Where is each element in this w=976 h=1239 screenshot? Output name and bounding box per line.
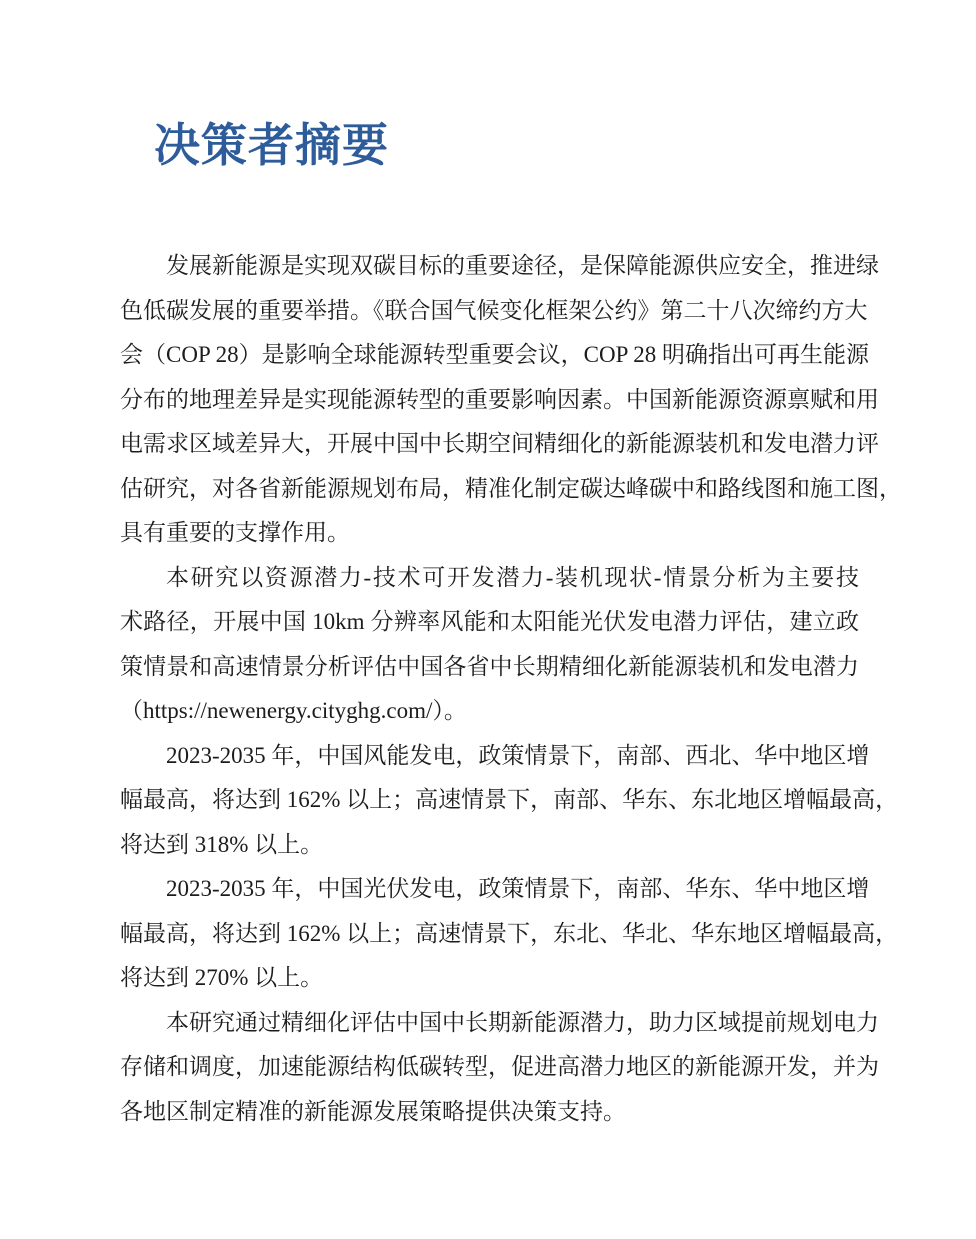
page-title: 决策者摘要	[154, 120, 389, 171]
text-line: 术路径，开展中国 10km 分辨率风能和太阳能光伏发电潜力评估，建立政	[120, 609, 859, 634]
text-line: 估研究，对各省新能源规划布局，精准化制定碳达峰碳中和路线图和施工图，	[120, 475, 902, 501]
text-line: 将达到 270% 以上。	[120, 965, 324, 990]
text-line: （https://newenergy.cityghg.com/）。	[120, 698, 467, 723]
text-line: 策情景和高速情景分析评估中国各省中长期精细化新能源装机和发电潜力	[120, 653, 859, 679]
text-line: 幅最高，将达到 162% 以上；高速情景下，东北、华北、华东地区增幅最高，	[120, 920, 899, 946]
text-line: 2023-2035 年，中国光伏发电，政策情景下，南部、华东、华中地区增	[166, 876, 870, 901]
text-line: 本研究以资源潜力-技术可开发潜力-装机现状-情景分析为主要技	[166, 564, 859, 590]
paragraph	[120, 867, 899, 1001]
text-line: 存储和调度，加速能源结构低碳转型，促进高潜力地区的新能源开发，并为	[120, 1054, 879, 1079]
text-line: 各地区制定精准的新能源发展策略提供决策支持。	[120, 1098, 626, 1124]
paragraph	[120, 734, 899, 868]
text-line: 幅最高，将达到 162% 以上；高速情景下，南部、华东、东北地区增幅最高，	[120, 787, 899, 812]
text-line: 2023-2035 年，中国风能发电，政策情景下，南部、西北、华中地区增	[166, 742, 870, 768]
paragraph	[120, 556, 859, 734]
paragraph	[120, 244, 902, 556]
text-line: 色低碳发展的重要举措。《联合国气候变化框架公约》第二十八次缔约方大	[120, 297, 868, 323]
text-line: 将达到 318% 以上。	[120, 831, 324, 857]
text-line: 本研究通过精细化评估中国中长期新能源潜力，助力区域提前规划电力	[166, 1009, 879, 1035]
text-line: 具有重要的支撑作用。	[120, 520, 350, 545]
paragraph	[120, 1001, 879, 1135]
text-line: 分布的地理差异是实现能源转型的重要影响因素。中国新能源资源禀赋和用	[120, 386, 879, 412]
text-line: 会（COP 28）是影响全球能源转型重要会议，COP 28 明确指出可再生能源	[120, 342, 870, 367]
document-body	[120, 244, 902, 1134]
text-line: 发展新能源是实现双碳目标的重要途径，是保障能源供应安全，推进绿	[166, 253, 879, 278]
text-line: 电需求区域差异大，开展中国中长期空间精细化的新能源装机和发电潜力评	[120, 431, 879, 456]
